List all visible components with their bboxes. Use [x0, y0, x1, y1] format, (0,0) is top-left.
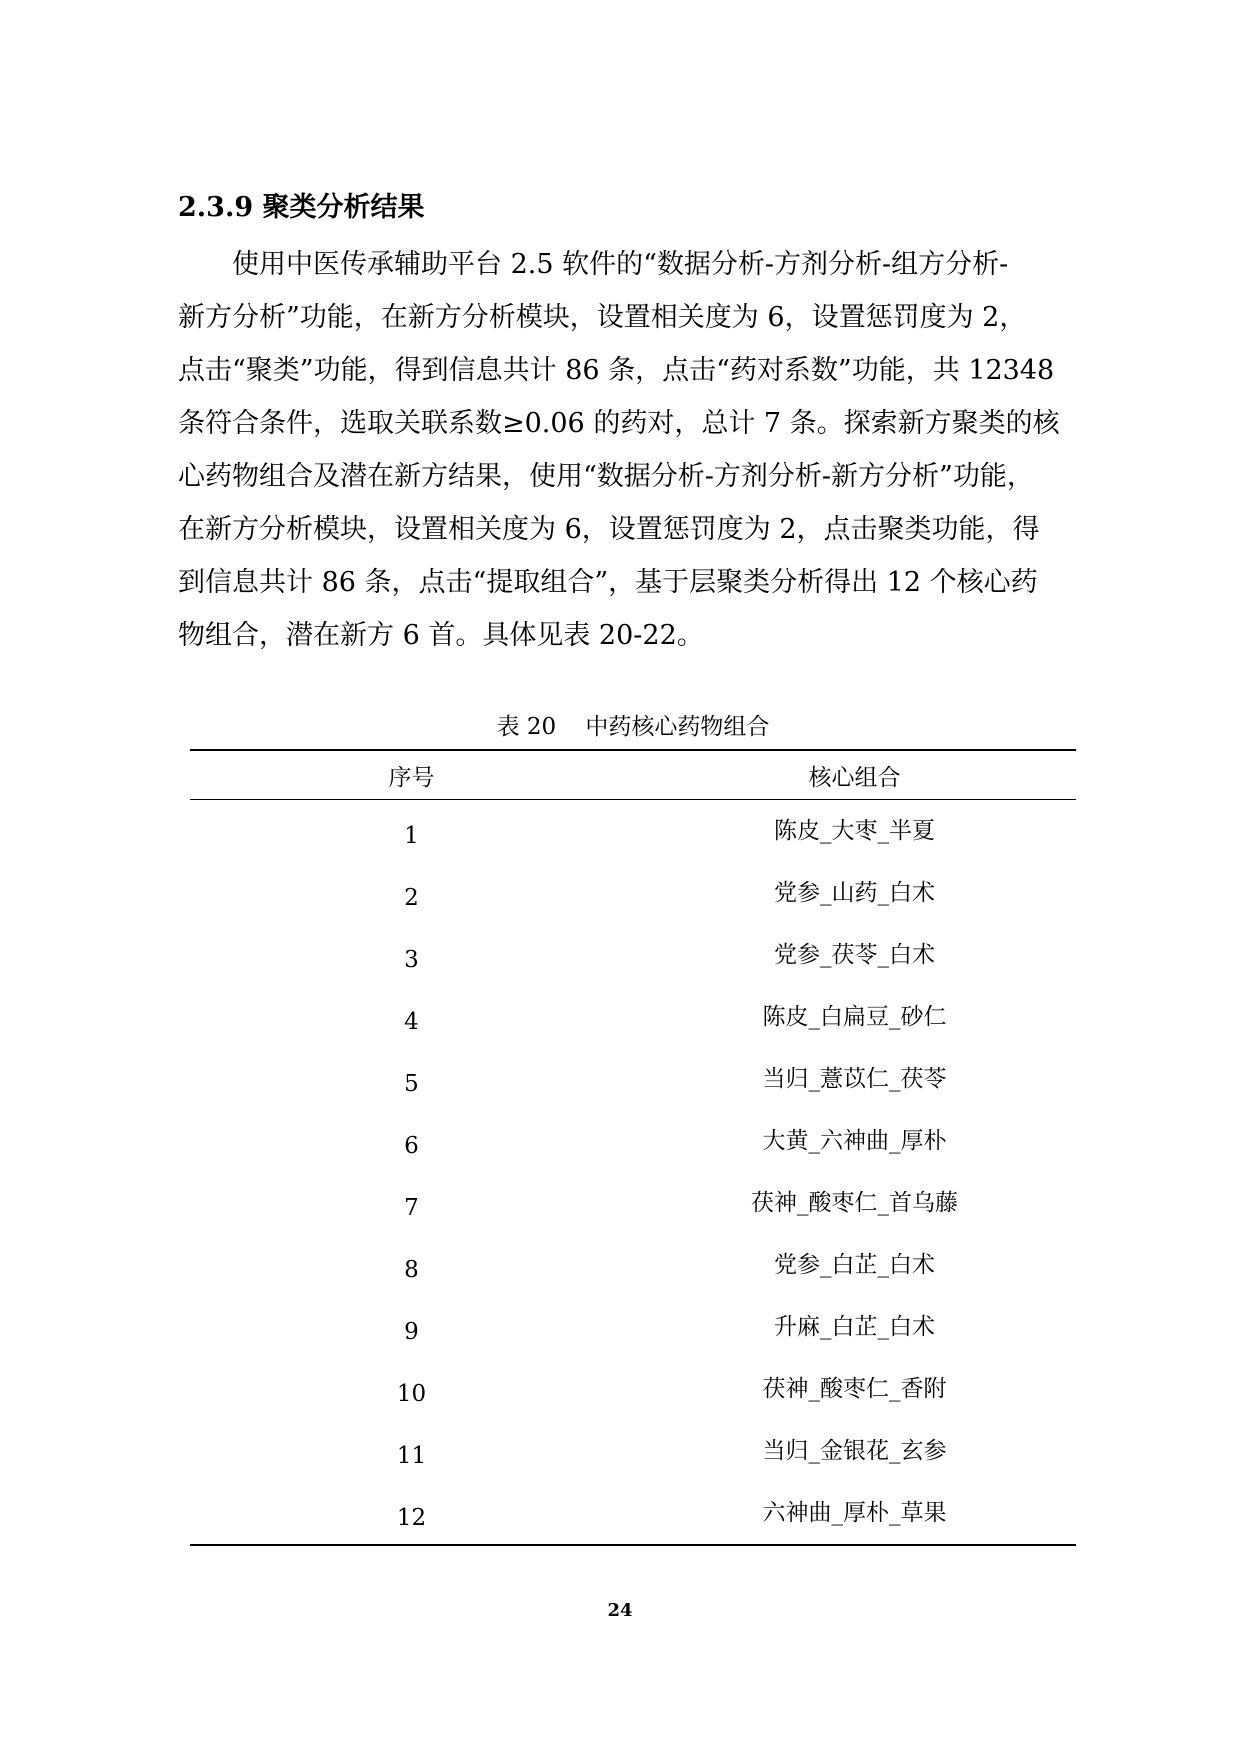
header-combination: 核心组合 — [808, 764, 901, 791]
body-paragraph — [178, 238, 1096, 662]
table-row — [190, 1110, 1076, 1172]
row-combination: 党参_白芷_白术 — [774, 1251, 935, 1278]
table-header — [190, 750, 1076, 800]
row-combination: 党参_茯苓_白术 — [774, 941, 935, 968]
table-row — [190, 1358, 1076, 1420]
table-row — [190, 1234, 1076, 1296]
row-combination: 党参_山药_白术 — [774, 879, 935, 906]
table-row — [190, 1296, 1076, 1358]
row-combination: 六神曲_厚朴_草果 — [762, 1499, 947, 1526]
row-index: 2 — [404, 885, 419, 911]
paragraph-line: 物组合，潜在新方 6 首。具体见表 20-22。 — [178, 620, 704, 651]
row-index: 5 — [404, 1071, 419, 1097]
page-number: 24 — [607, 1600, 633, 1621]
row-combination: 茯神_酸枣仁_香附 — [762, 1375, 947, 1402]
table-caption: 表 20 中药核心药物组合 — [496, 714, 770, 740]
row-combination: 升麻_白芷_白术 — [774, 1313, 935, 1340]
row-index: 4 — [404, 1009, 419, 1035]
row-combination: 茯神_酸枣仁_首乌藤 — [751, 1189, 958, 1216]
table-row — [190, 1048, 1076, 1110]
row-index: 11 — [396, 1443, 427, 1469]
table-row — [190, 862, 1076, 924]
row-index: 6 — [404, 1133, 419, 1159]
data-table — [190, 749, 1076, 1546]
table-row — [190, 1420, 1076, 1482]
table-body — [190, 800, 1076, 1546]
row-combination: 当归_金银花_玄参 — [762, 1437, 947, 1464]
row-combination: 当归_薏苡仁_茯苓 — [762, 1065, 947, 1092]
paragraph-line: 到信息共计 86 条，点击“提取组合”，基于层聚类分析得出 12 个核心药 — [178, 567, 1038, 598]
paragraph-line: 在新方分析模块，设置相关度为 6，设置惩罚度为 2，点击聚类功能，得 — [178, 514, 1040, 545]
table-row — [190, 1482, 1076, 1545]
header-index: 序号 — [388, 764, 435, 791]
row-combination: 陈皮_大枣_半夏 — [774, 817, 935, 844]
row-index: 9 — [404, 1319, 419, 1345]
section-heading: 2.3.9 聚类分析结果 — [178, 192, 425, 223]
row-index: 10 — [396, 1381, 427, 1407]
paragraph-line: 点击“聚类”功能，得到信息共计 86 条，点击“药对系数”功能，共 12348 — [178, 355, 1055, 386]
row-index: 8 — [404, 1257, 419, 1283]
row-index: 7 — [404, 1195, 419, 1221]
row-index: 3 — [404, 947, 419, 973]
table-row — [190, 800, 1076, 863]
row-index: 12 — [396, 1505, 427, 1531]
row-index: 1 — [404, 823, 419, 849]
row-combination: 大黄_六神曲_厚朴 — [762, 1127, 947, 1154]
table-row — [190, 986, 1076, 1048]
paragraph-line: 条符合条件，选取关联系数≥0.06 的药对，总计 7 条。探索新方聚类的核 — [178, 408, 1060, 439]
row-combination: 陈皮_白扁豆_砂仁 — [762, 1003, 947, 1030]
header-row — [190, 750, 1076, 800]
paragraph-line: 新方分析”功能，在新方分析模块，设置相关度为 6，设置惩罚度为 2， — [178, 302, 1027, 333]
table-row — [190, 924, 1076, 986]
core-combination-table — [190, 749, 1076, 1546]
paragraph-line: 心药物组合及潜在新方结果，使用“数据分析-方剂分析-新方分析”功能， — [178, 461, 1034, 492]
paragraph-line: 使用中医传承辅助平台 2.5 软件的“数据分析-方剂分析-组方分析- — [232, 249, 1009, 280]
table-row — [190, 1172, 1076, 1234]
